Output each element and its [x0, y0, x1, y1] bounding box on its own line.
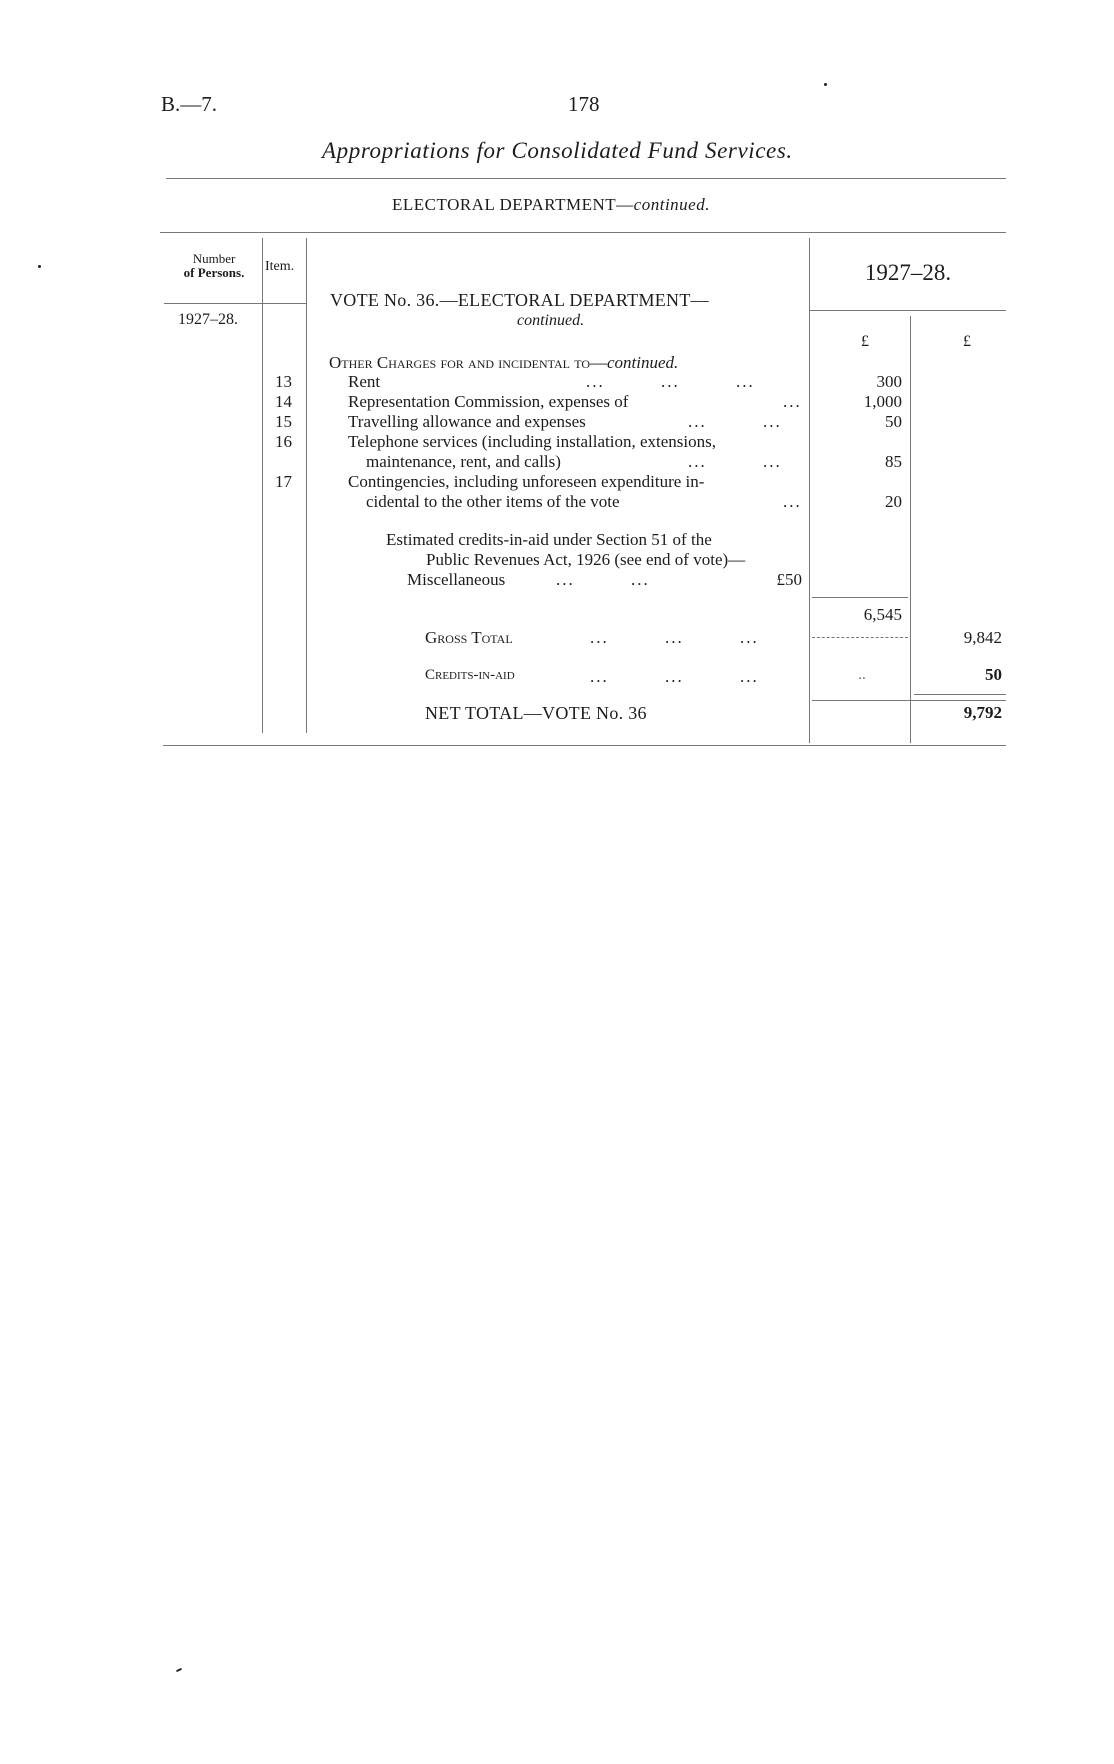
- item-description: Travelling allowance and expenses: [348, 412, 586, 431]
- stray-mark: [38, 265, 41, 268]
- credits-in-aid-detail: ..: [858, 667, 866, 683]
- subtotal-underline: [812, 637, 908, 638]
- subtotal-amount: 6,545: [863, 605, 902, 624]
- dot-leader: ... ... ...: [590, 667, 759, 686]
- net-total-rule-short: [914, 694, 1006, 695]
- vote-title-continued: continued.: [517, 312, 585, 329]
- item-description: Telephone services (including installation, extensions,: [348, 432, 716, 451]
- currency-symbol-total: £: [963, 333, 971, 350]
- credits-in-aid-label: Credits-in-aid: [425, 667, 515, 683]
- column-divider-amounts: [910, 316, 911, 743]
- item-amount: 85: [885, 452, 902, 471]
- net-total-value: 9,792: [963, 703, 1002, 722]
- dot-leader: ... ... ...: [590, 628, 759, 647]
- item-number: 15: [275, 412, 292, 431]
- persons-header-rule: [164, 303, 306, 304]
- credits-note-line2: Public Revenues Act, 1926 (see end of vote)—: [426, 550, 746, 569]
- amount-header-rule: [810, 310, 1006, 311]
- subheading-main: Other Charges for and incidental to—: [329, 353, 608, 372]
- gross-total-value: 9,842: [963, 628, 1002, 647]
- item-amount: 20: [885, 492, 902, 511]
- dot-leader: ... ... ...: [586, 372, 755, 391]
- table-bottom-rule: [163, 745, 1006, 746]
- title-rule: [166, 178, 1006, 179]
- vote-title: VOTE No. 36.—ELECTORAL DEPARTMENT—: [330, 290, 709, 310]
- column-divider-description: [809, 238, 810, 743]
- dot-leader: ... ...: [556, 570, 650, 589]
- page-number: 178: [568, 92, 600, 116]
- persons-header-line2: of Persons.: [183, 265, 245, 280]
- table-top-rule: [160, 232, 1006, 233]
- subheading-continued: continued.: [607, 353, 679, 372]
- item-description: Representation Commission, expenses of: [348, 392, 629, 411]
- dot-leader: ...: [783, 492, 802, 511]
- credits-note-line1: Estimated credits-in-aid under Section 51 of the: [386, 530, 712, 549]
- credits-in-aid-value: 50: [985, 665, 1002, 684]
- column-divider-persons: [262, 238, 263, 733]
- currency-symbol-detail: £: [861, 333, 869, 350]
- subtotal-rule: [812, 597, 908, 598]
- item-description-continued: maintenance, rent, and calls): [366, 452, 561, 471]
- item-description: Contingencies, including unforeseen expenditure in-: [348, 472, 705, 491]
- item-number: 17: [275, 472, 292, 491]
- gross-total-label: Gross Total: [425, 628, 513, 647]
- dot-leader: ... ...: [688, 452, 782, 471]
- persons-year-label: 1927–28.: [178, 311, 238, 328]
- page-title: Appropriations for Consolidated Fund Services.: [322, 138, 793, 163]
- section-heading-main: ELECTORAL DEPARTMENT—: [392, 195, 634, 214]
- section-heading-continued: continued.: [633, 195, 710, 214]
- section-heading: [392, 195, 710, 215]
- dot-leader: ... ...: [688, 412, 782, 431]
- net-total-rule: [812, 700, 1006, 701]
- persons-column-header: [166, 252, 262, 280]
- credits-note-label: Miscellaneous: [407, 570, 506, 589]
- net-total-label: NET TOTAL—VOTE No. 36: [425, 703, 647, 723]
- column-divider-item: [306, 238, 307, 733]
- item-amount: 1,000: [863, 392, 902, 411]
- item-description-continued: cidental to the other items of the vote: [366, 492, 620, 511]
- item-amount: 50: [885, 412, 902, 431]
- item-number: 16: [275, 432, 292, 451]
- item-number: 13: [275, 372, 292, 391]
- stray-mark: [824, 83, 827, 86]
- persons-header-line1: Number: [192, 251, 236, 266]
- amount-year-label: 1927–28.: [864, 260, 952, 285]
- document-reference: B.—7.: [161, 92, 218, 116]
- other-charges-subheading: [329, 353, 678, 373]
- item-number: 14: [275, 392, 292, 411]
- credits-note-amount: £50: [776, 570, 802, 589]
- item-description: Rent: [348, 372, 381, 391]
- item-column-header: Item.: [265, 259, 295, 274]
- dot-leader: ...: [783, 392, 802, 411]
- stray-mark: [176, 1668, 182, 1672]
- item-amount: 300: [876, 372, 902, 391]
